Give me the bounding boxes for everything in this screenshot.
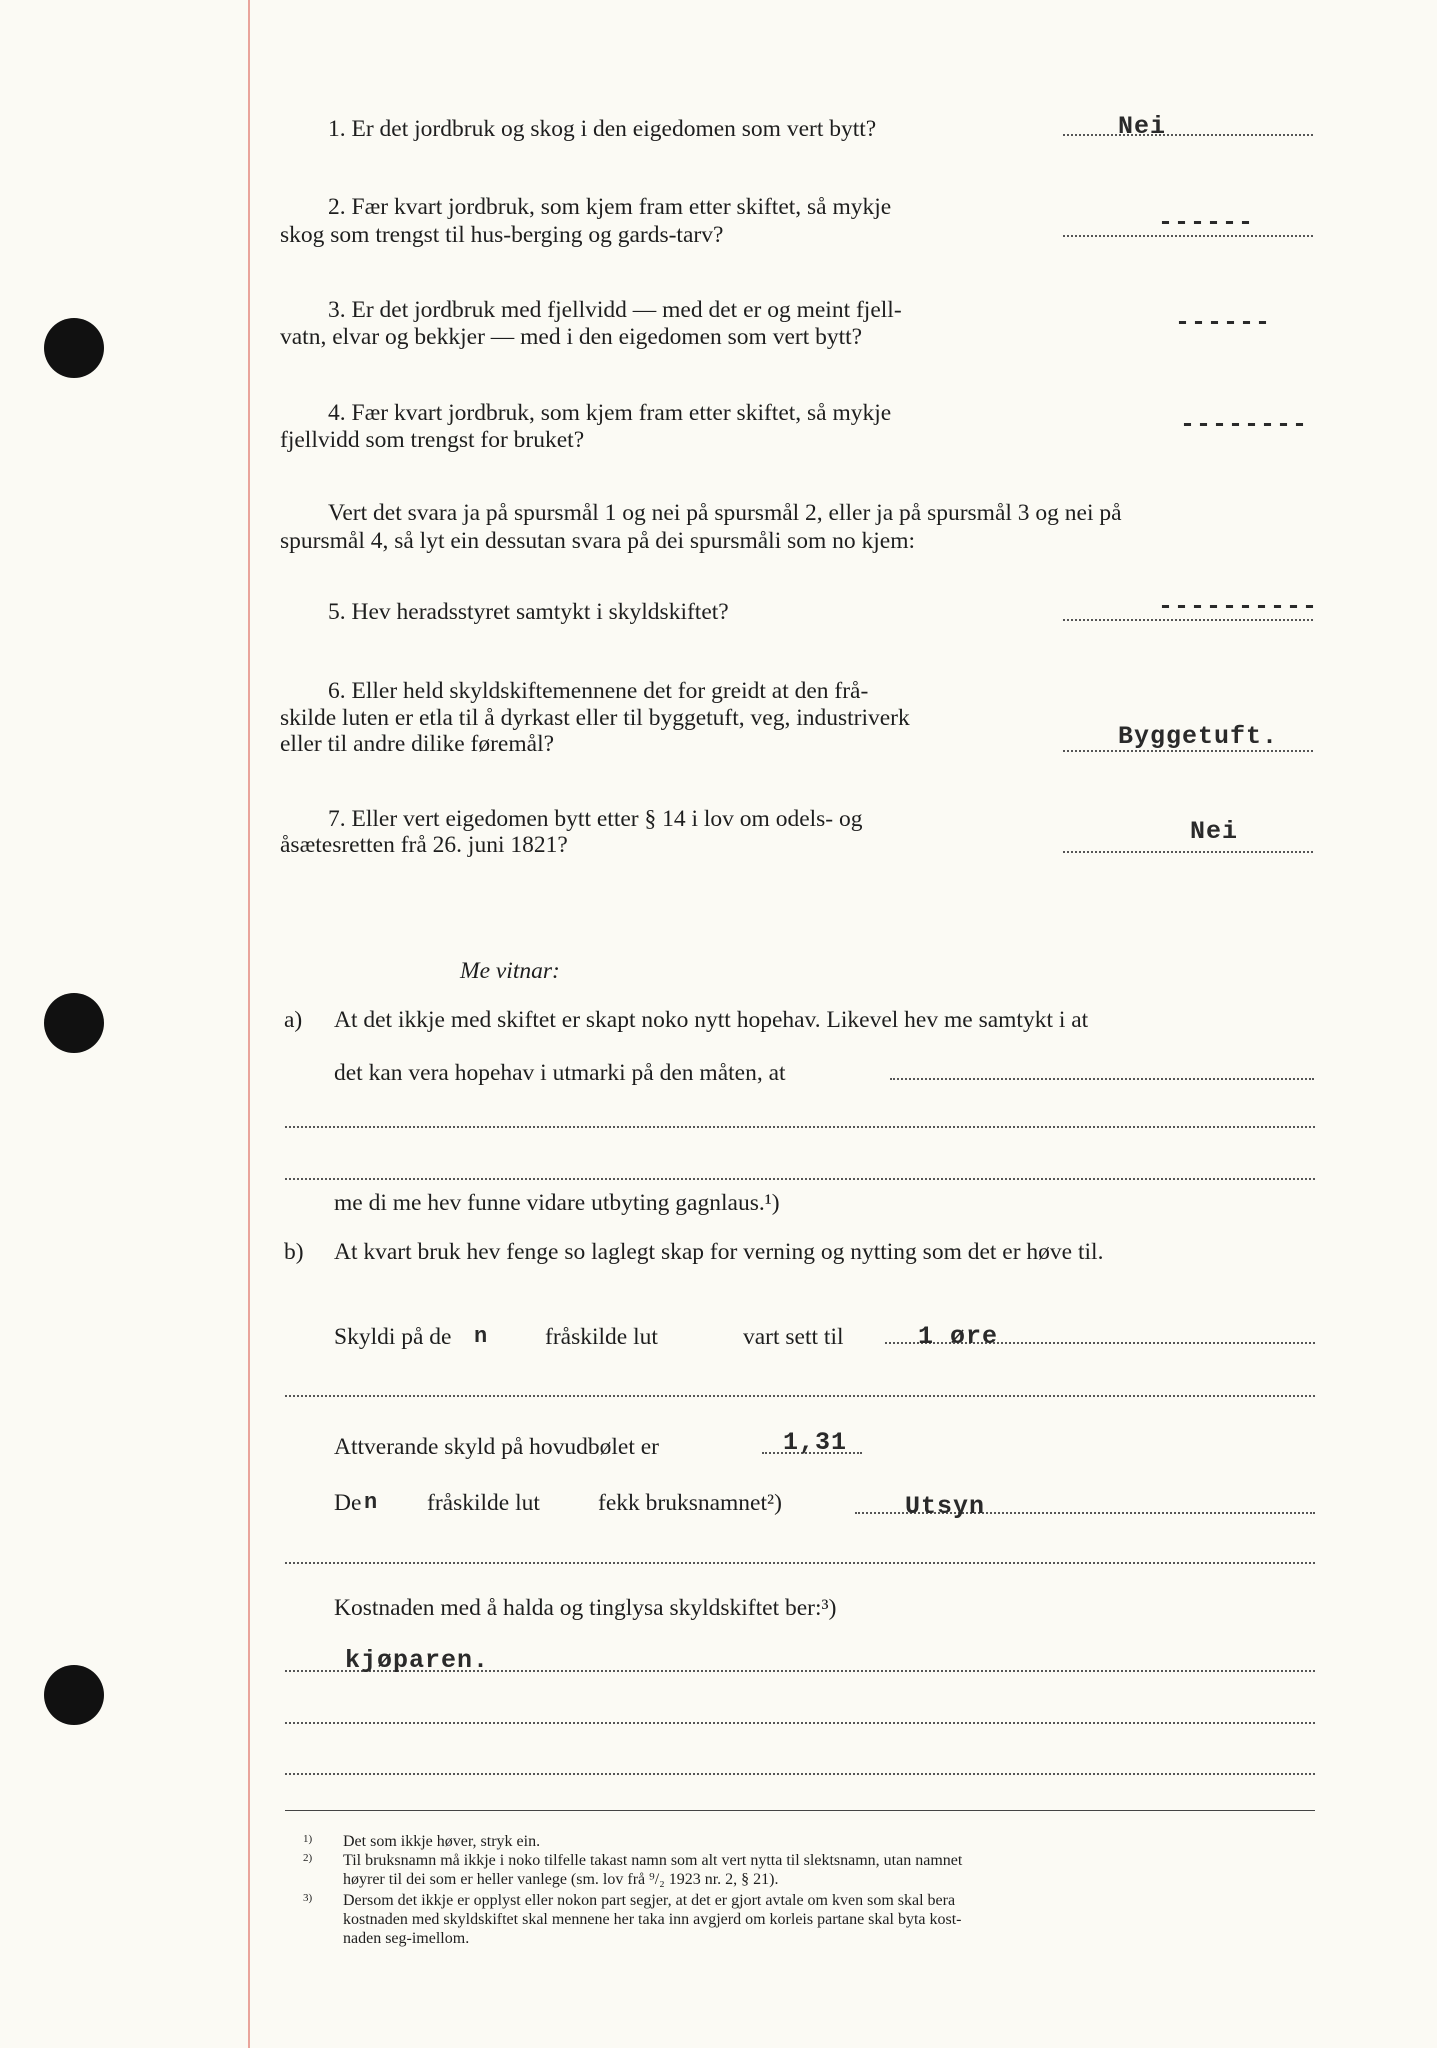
skyld-suffix: vart sett til (743, 1324, 844, 1350)
fill-line (285, 1395, 1315, 1397)
footnote-3-marker: 3) (303, 1892, 313, 1904)
footnote-rule (285, 1810, 1315, 1811)
question-4-line2: fjellvidd som trengst for bruket? (280, 427, 585, 453)
witness-a-line3: me di me hev funne vidare utbyting gagnlaus.¹) (334, 1190, 780, 1216)
answer-q7: Nei (1190, 817, 1239, 846)
attverande-value: 1,31 (783, 1428, 848, 1457)
margin-line (248, 0, 250, 2048)
footnote-2-line1: Til bruksnamn må ikkje i noko tilfelle takast namn som alt vert nytta til slektsnamn, utan namnet (343, 1852, 963, 1869)
question-6-line3: eller til andre dilike føremål? (280, 731, 555, 757)
skyld-value: 1 øre (918, 1322, 999, 1351)
question-3-line2: vatn, elvar og bekkjer — med i den eigedomen som vert bytt? (280, 324, 863, 350)
question-2-line1: 2. Fær kvart jordbruk, som kjem fram etter skiftet, så mykje (328, 194, 892, 220)
footnote-3-line2: kostnaden med skyldskiftet skal mennene her taka inn avgjerd om korleis partane skal byta kost- (343, 1911, 962, 1928)
answer-q2: ------ (1158, 208, 1255, 237)
question-7-line1: 7. Eller vert eigedomen bytt etter § 14 i lov om odels- og (328, 806, 863, 832)
fill-line (285, 1722, 1315, 1724)
intro-line2: spursmål 4, så lyt ein dessutan svara på dei spursmåli som no kjem: (280, 528, 916, 554)
witness-a-label: a) (284, 1007, 303, 1033)
bruksnamn-fill-n: n (364, 1490, 379, 1515)
kostnad-value: kjøparen. (345, 1646, 490, 1675)
footnote-2-marker: 2) (303, 1852, 313, 1864)
answer-q6: Byggetuft. (1118, 722, 1279, 751)
question-7-line2: åsætesretten frå 26. juni 1821? (280, 832, 568, 858)
skyld-middle: fråskilde lut (545, 1324, 658, 1350)
intro-line1 (328, 498, 1122, 528)
question-6-line2: skilde luten er etla til å dyrkast eller til byggetuft, veg, industriverk (280, 705, 910, 731)
answer-q5: ---------- (1158, 592, 1319, 621)
witness-b-line1: At kvart bruk hev fenge so laglegt skap for verning og nytting som det er høve til. (334, 1239, 1104, 1265)
binder-hole (44, 1665, 104, 1725)
witness-b-label: b) (284, 1239, 304, 1265)
witness-heading: Me vitnar: (460, 958, 560, 984)
intro-text: Vert det svara ja på spursmål 1 og nei på spursmål 2, eller ja på spursmål 3 og nei på (328, 500, 1122, 526)
bruksnamn-value: Utsyn (905, 1492, 986, 1521)
fill-line (285, 1562, 1315, 1564)
footnote-1: Det som ikkje høver, stryk ein. (343, 1833, 541, 1850)
skyld-fill-n: n (474, 1324, 489, 1349)
question-6-line1: 6. Eller held skyldskiftemennene det for greidt at den frå- (328, 678, 869, 704)
footnote-1-marker: 1) (303, 1833, 313, 1845)
bruksnamn-suffix: fekk bruksnamnet²) (598, 1490, 782, 1516)
answer-q4: -------- (1180, 410, 1309, 439)
bruksnamn-middle: fråskilde lut (427, 1490, 540, 1516)
binder-hole (44, 318, 104, 378)
question-1: 1. Er det jordbruk og skog i den eigedomen som vert bytt? (328, 116, 877, 142)
witness-a-line1: At det ikkje med skiftet er skapt noko nytt hopehav. Likevel hev me samtykt i at (334, 1007, 1089, 1033)
witness-a-line2: det kan vera hopehav i utmarki på den måten, at (334, 1060, 786, 1086)
answer-line (1063, 851, 1313, 853)
fill-line (285, 1178, 1315, 1180)
answer-q1: Nei (1118, 112, 1167, 141)
question-3-line1: 3. Er det jordbruk med fjellvidd — med det er og meint fjell- (328, 297, 902, 323)
fill-line (285, 1773, 1315, 1775)
question-5: 5. Hev heradsstyret samtykt i skyldskiftet? (328, 599, 729, 625)
answer-line (1063, 134, 1313, 136)
bruksnamn-prefix: De (334, 1490, 362, 1516)
footnote-2-line2: høyrer til dei som er heller vanlege (sm. lov frå ⁹/₂ 1923 nr. 2, § 21). (343, 1871, 779, 1888)
footnote-3-line1: Dersom det ikkje er opplyst eller nokon part segjer, at det er gjort avtale om kven som skal bera (343, 1892, 956, 1909)
kostnad-label: Kostnaden med å halda og tinglysa skyldskiftet ber:³) (334, 1595, 837, 1621)
attverande-label: Attverande skyld på hovudbølet er (334, 1434, 659, 1460)
binder-hole (44, 993, 104, 1053)
footnote-3-line3: naden seg-imellom. (343, 1930, 470, 1947)
question-4-line1: 4. Fær kvart jordbruk, som kjem fram etter skiftet, så mykje (328, 400, 892, 426)
fill-line (285, 1126, 1315, 1128)
skyld-prefix: Skyldi på de (334, 1324, 452, 1350)
answer-q3: ------ (1175, 308, 1272, 337)
fill-line (890, 1078, 1314, 1080)
question-2-line2: skog som trengst til hus-berging og gards-tarv? (280, 222, 724, 248)
